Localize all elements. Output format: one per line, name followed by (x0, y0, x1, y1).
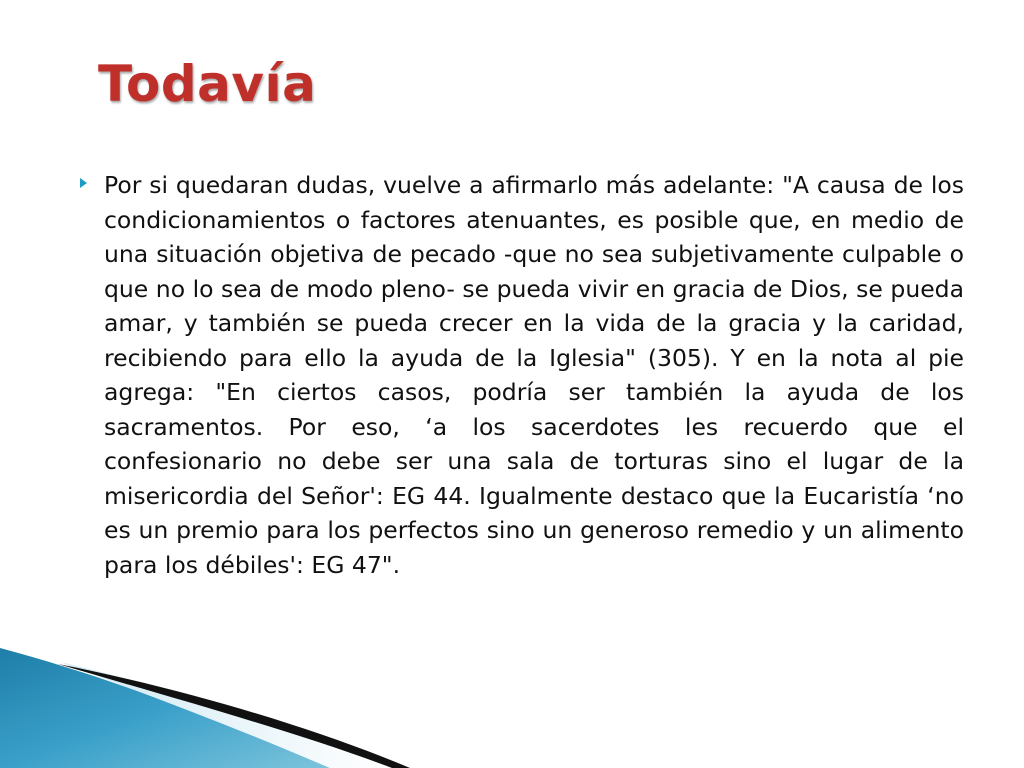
bullet-text: Por si quedaran dudas, vuelve a afirmarlo más adelante: "A causa de los condicionamientos o factores atenuantes, es posible que, en medio de una situación objetiva de pecado -que no sea subjetivamente culpable o que no lo sea de modo pleno- se pueda vivir en gracia de Dios, se pueda amar, y también se pueda crecer en la vida de la gracia y la caridad, recibiendo para ello la ayuda de la Iglesia" (305). Y en la nota al pie agrega: "En ciertos casos, podría ser también la ayuda de los sacramentos. Por eso, ‘a los sacerdotes les recuerdo que el confesionario no debe ser una sala de torturas sino el lugar de la misericordia del Señor': EG 44. Igualmente destaco que la Eucaristía ‘no es un premio para los perfectos sino un generoso remedio y un alimento para los débiles': EG 47". (104, 171, 964, 579)
dark-stripe-shape (58, 664, 410, 768)
bullet-arrow-icon (80, 178, 87, 188)
blue-wedge-shape (0, 648, 330, 768)
slide-title: Todavía (98, 55, 317, 113)
slide-content (80, 168, 964, 582)
bullet-item (80, 168, 964, 582)
light-band-shape (60, 662, 390, 768)
